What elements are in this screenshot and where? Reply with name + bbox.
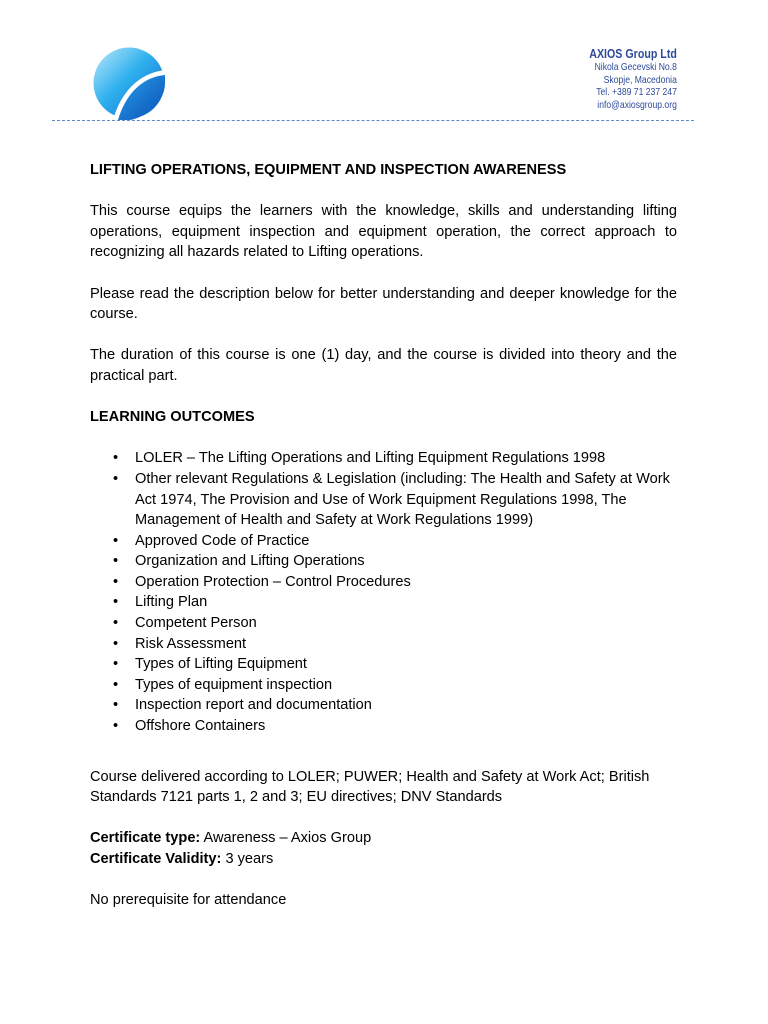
header-divider — [52, 120, 694, 121]
bullet-icon: • — [113, 450, 119, 467]
certificate-info — [90, 828, 677, 869]
bullet-icon: • — [113, 718, 119, 735]
bullet-icon: • — [113, 635, 119, 652]
list-item: • Risk Assessment — [135, 634, 677, 655]
certificate-type-label: Certificate type: — [90, 830, 201, 847]
certificate-type-line — [90, 828, 677, 849]
list-item: • Inspection report and documentation — [135, 695, 677, 716]
list-item: • Organization and Lifting Operations — [135, 551, 677, 572]
company-phone: Tel. +389 71 237 247 — [596, 86, 677, 98]
document-body — [90, 160, 677, 931]
list-item: • Approved Code of Practice — [135, 531, 677, 552]
bullet-icon: • — [113, 470, 119, 487]
company-email: info@axiosgroup.org — [597, 98, 677, 111]
company-logo — [93, 46, 165, 120]
bullet-icon: • — [113, 656, 119, 673]
intro-paragraph: This course equips the learners with the knowledge, skills and understanding lifting operations, equipment inspection and equipment operation, the correct approach to recognizing all hazards related to Lifting operations. — [90, 203, 677, 261]
bullet-icon: • — [113, 615, 119, 632]
list-item: • Types of equipment inspection — [135, 675, 677, 696]
list-item: • Lifting Plan — [135, 592, 677, 613]
certificate-validity-value: 3 years — [221, 851, 274, 867]
bullet-icon: • — [113, 553, 119, 570]
company-address-line1: Nikola Gecevski No.8 — [594, 61, 677, 73]
list-item: • LOLER – The Lifting Operations and Lifting Equipment Regulations 1998 — [135, 448, 677, 469]
company-address-line2: Skopje, Macedonia — [603, 73, 677, 86]
certificate-type-value: Awareness – Axios Group — [200, 830, 372, 847]
duration-paragraph: The duration of this course is one (1) day, and the course is divided into theory and the practical part. — [90, 347, 677, 384]
list-item: • Competent Person — [135, 613, 677, 634]
bullet-icon: • — [113, 697, 119, 714]
bullet-icon: • — [113, 594, 119, 611]
learning-outcomes-heading: LEARNING OUTCOMES — [90, 409, 255, 426]
bullet-icon: • — [113, 676, 119, 693]
list-item: • Other relevant Regulations & Legislation (including: The Health and Safety at Work Act 1974, The Provision and Use of Work Equipment Regulations 1998, The Management of Health and Safety at Work Regulations 1999) — [113, 470, 670, 529]
document-title: LIFTING OPERATIONS, EQUIPMENT AND INSPECTION AWARENESS — [90, 162, 567, 178]
company-name: AXIOS Group Ltd — [589, 46, 677, 61]
circle-logo-icon — [93, 46, 165, 120]
certificate-validity-label: Certificate Validity: — [90, 851, 222, 867]
list-item: • Operation Protection – Control Procedures — [135, 572, 677, 593]
company-contact-block — [570, 46, 677, 111]
list-item: • Types of Lifting Equipment — [135, 654, 677, 675]
bullet-icon: • — [113, 532, 119, 549]
learning-outcomes-list — [90, 448, 677, 736]
delivery-standards-paragraph: Course delivered according to LOLER; PUWER; Health and Safety at Work Act; British Standards 7121 parts 1, 2 and 3; EU directives; DNV Standards — [90, 768, 650, 806]
certificate-validity-line — [90, 849, 677, 870]
list-item: • Offshore Containers — [135, 716, 677, 737]
bullet-icon: • — [113, 573, 119, 590]
prerequisite-paragraph: No prerequisite for attendance — [90, 892, 287, 909]
read-description-paragraph: Please read the description below for better understanding and deeper knowledge for the course. — [90, 285, 677, 323]
